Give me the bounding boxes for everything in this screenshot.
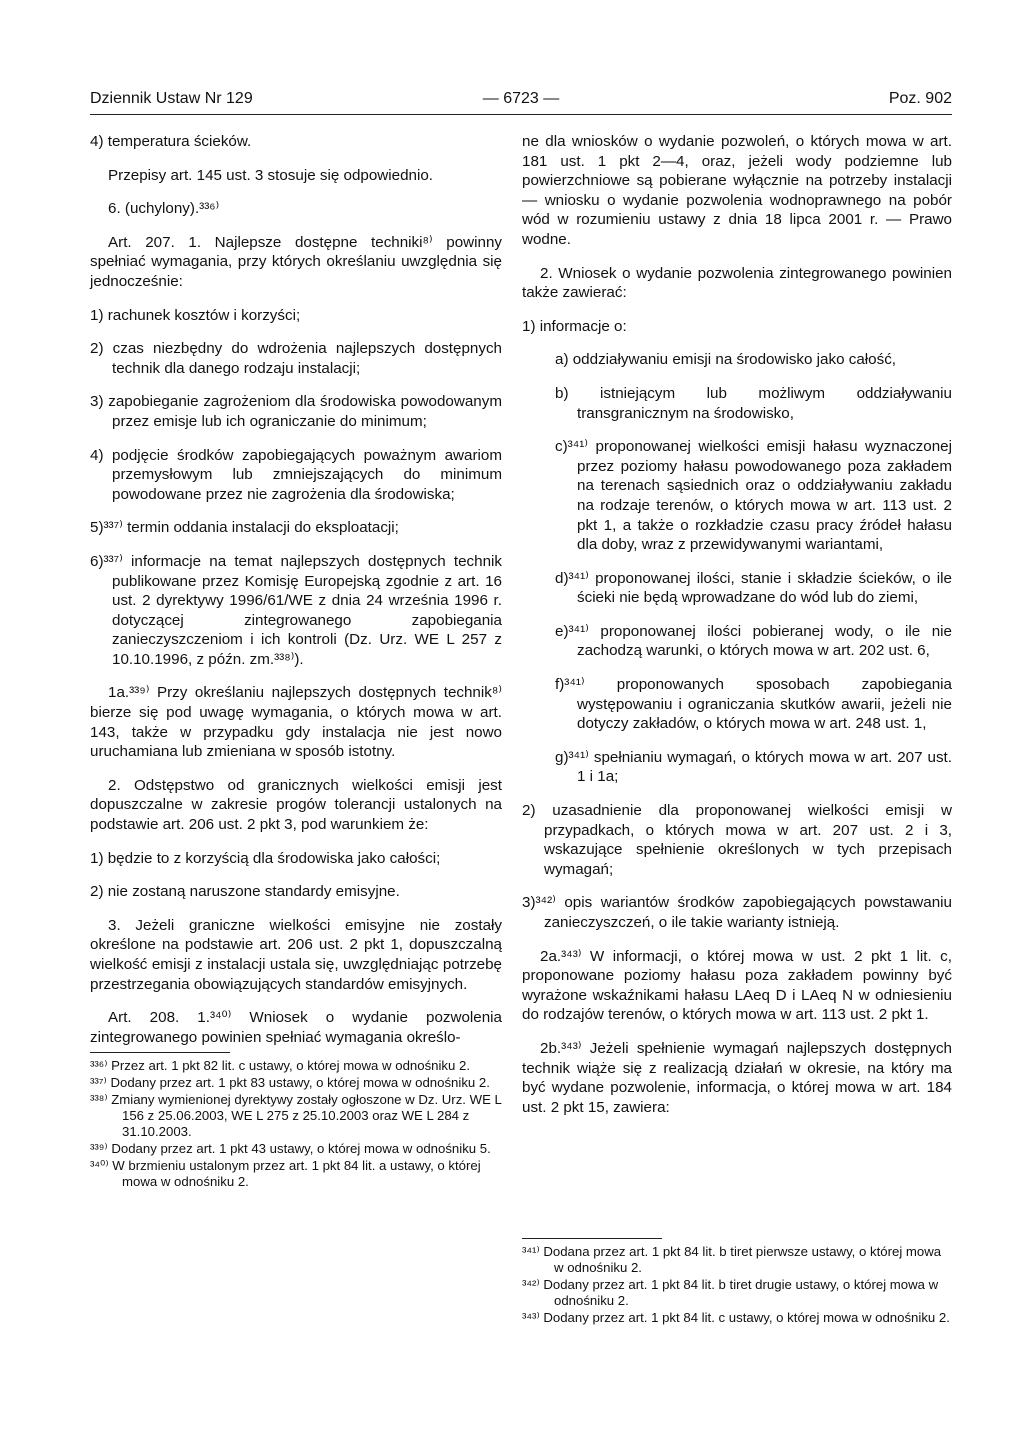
paragraph: 1) rachunek kosztów i korzyści; — [90, 306, 301, 324]
page-number: — 6723 — — [482, 90, 560, 107]
footnote: ³⁴²⁾ Dodany przez art. 1 pkt 84 lit. b tiret drugie ustawy, o której mowa w odnośniku 2. — [522, 1277, 939, 1308]
footnote: ³⁴⁰⁾ W brzmieniu ustalonym przez art. 1 pkt 84 lit. a ustawy, o której mowa w odnośniku 2. — [90, 1158, 481, 1189]
footnote-separator-right — [522, 1238, 662, 1239]
footnote: ³⁴¹⁾ Dodana przez art. 1 pkt 84 lit. b tiret pierwsze ustawy, o której mowa w odnośniku 2. — [522, 1244, 942, 1275]
paragraph: 2) uzasadnienie dla proponowanej wielkości emisji w przypadkach, o których mowa w art. 207 ust. 2 i 3, wskazujące spełnienie określonych w tych przepisach wymagań; — [522, 802, 952, 878]
paragraph: 2b.³⁴³⁾ Jeżeli spełnienie wymagań najlepszych dostępnych technik wiąże się z realizacją działań w okresie, na który ma być wydane pozwolenie, informacja, o której mowa w art. 184 ust. 2 pkt 15, zawiera: — [522, 1039, 952, 1116]
footnote: ³³⁸⁾ Zmiany wymienionej dyrektywy zostały ogłoszone w Dz. Urz. WE L 156 z 25.06.2003, WE L 275 z 25.10.2003 oraz WE L 284 z 31.10.2003. — [90, 1092, 502, 1139]
paragraph: 6. (uchylony).³³⁶⁾ — [108, 200, 220, 218]
left-column — [90, 132, 502, 1061]
paragraph: 1a.³³⁹⁾ Przy określaniu najlepszych dostępnych technik⁸⁾ bierze się pod uwagę wymagania, o których mowa w art. 143, także w przypadku gdy instalacja nie jest nowo uruchamiana lub zmieniana w sposób istotny. — [90, 684, 502, 761]
footnotes-right — [522, 1244, 952, 1327]
paragraph: ne dla wniosków o wydanie pozwoleń, o których mowa w art. 181 ust. 1 pkt 2—4, oraz, jeżeli wody podziemne lub powierzchniowe są pobierane wyłącznie na potrzeby instalacji — wniosku o wydanie pozwolenia wodnoprawnego na pobór wód w rozumieniu ustawy z dnia 18 lipca 2001 r. — Prawo wodne. — [522, 133, 952, 248]
paragraph: 4) podjęcie środków zapobiegających poważnym awariom przemysłowym lub zmniejszających do minimum powodowane przez nie zagrożenia dla środowiska; — [90, 446, 502, 503]
footnote: ³⁴³⁾ Dodany przez art. 1 pkt 84 lit. c ustawy, o której mowa w odnośniku 2. — [522, 1310, 950, 1325]
paragraph: 1) informacje o: — [522, 317, 627, 335]
paragraph: d)³⁴¹⁾ proponowanej ilości, stanie i składzie ścieków, o ile ścieki nie będą wprowadzane do wód lub do ziemi, — [555, 569, 952, 607]
footnote: ³³⁷⁾ Dodany przez art. 1 pkt 83 ustawy, o której mowa w odnośniku 2. — [90, 1075, 490, 1090]
paragraph: f)³⁴¹⁾ proponowanych sposobach zapobiegania występowaniu i ograniczania skutków awarii, jeżeli nie dotyczy zakładów, o których mowa w art. 248 ust. 1, — [555, 676, 952, 733]
paragraph: Art. 208. 1.³⁴⁰⁾ Wniosek o wydanie pozwolenia zintegrowanego powinien spełniać wymagania określo- — [90, 1009, 502, 1046]
paragraph: g)³⁴¹⁾ spełnianiu wymagań, o których mowa w art. 207 ust. 1 i 1a; — [555, 748, 952, 786]
paragraph: 2a.³⁴³⁾ W informacji, o której mowa w ust. 2 pkt 1 lit. c, proponowane poziomy hałasu poza zakładem powinny być wyrażone wskaźnikami hałasu LAeq D i LAeq N w odniesieniu do rodzajów terenów, o których mowa w art. 113 ust. 2 pkt 1. — [522, 947, 952, 1024]
paragraph: 2. Odstępstwo od granicznych wielkości emisji jest dopuszczalne w zakresie progów tolerancji ustalonych na podstawie art. 206 ust. 2 pkt 3, pod warunkiem że: — [90, 776, 502, 834]
paragraph: 6)³³⁷⁾ informacje na temat najlepszych dostępnych technik publikowane przez Komisję Europejską zgodnie z art. 16 ust. 2 dyrektywy 1996/61/WE z dnia 24 września 1996 r. dotyczącej zintegrowanego zapobiegania zanieczyszczeniom i ich kontroli (Dz. Urz. WE L 257 z 10.10.1996, z późn. zm.³³⁸⁾). — [90, 552, 502, 668]
paragraph: 4) temperatura ścieków. — [90, 133, 252, 150]
paragraph: b) istniejącym lub możliwym oddziaływaniu transgranicznym na środowisko, — [555, 384, 952, 422]
right-column — [522, 132, 952, 1131]
footnote: ³³⁹⁾ Dodany przez art. 1 pkt 43 ustawy, o której mowa w odnośniku 5. — [90, 1141, 491, 1156]
position-number: Poz. 902 — [888, 90, 952, 107]
footnotes-left — [90, 1058, 502, 1191]
paragraph: Art. 207. 1. Najlepsze dostępne techniki⁸⁾ powinny spełniać wymagania, przy których określaniu uwzględnia się jednocześnie: — [90, 233, 502, 290]
paragraph: 3) zapobieganie zagrożeniom dla środowiska powodowanym przez emisje lub ich ograniczanie do minimum; — [90, 393, 502, 430]
paragraph: 2) czas niezbędny do wdrożenia najlepszych dostępnych technik dla danego rodzaju instalacji; — [90, 340, 502, 377]
paragraph: 5)³³⁷⁾ termin oddania instalacji do eksploatacji; — [90, 519, 399, 537]
paragraph: c)³⁴¹⁾ proponowanej wielkości emisji hałasu wyznaczonej przez poziomy hałasu powodowanego poza zakładem na terenach sąsiednich oraz o oddziaływaniu zakładu na rodzaje terenów, o których mowa w art. 113 ust. 2 pkt 1, a także o rozkładzie czasu pracy źródeł hałasu dla doby, wraz z przewidywanymi wariantami, — [555, 438, 952, 554]
paragraph: 2. Wniosek o wydanie pozwolenia zintegrowanego powinien także zawierać: — [522, 264, 952, 302]
paragraph: 3)³⁴²⁾ opis wariantów środków zapobiegających powstawaniu zanieczyszczeń, o ile takie warianty istnieją. — [522, 894, 952, 931]
page-header — [90, 88, 952, 115]
footnote: ³³⁶⁾ Przez art. 1 pkt 82 lit. c ustawy, o której mowa w odnośniku 2. — [90, 1058, 471, 1073]
paragraph: 3. Jeżeli graniczne wielkości emisyjne nie zostały określone na podstawie art. 206 ust. 2 pkt 1, dopuszczalną wielkość emisji z instalacji ustala się, uwzględniając potrzebę przestrzegania obowiązujących standardów emisyjnych. — [90, 916, 502, 993]
paragraph: a) oddziaływaniu emisji na środowisko jako całość, — [555, 351, 897, 369]
paragraph: 1) będzie to z korzyścią dla środowiska jako całości; — [90, 849, 441, 867]
paragraph: Przepisy art. 145 ust. 3 stosuje się odpowiednio. — [108, 166, 434, 184]
paragraph: 2) nie zostaną naruszone standardy emisyjne. — [90, 883, 400, 901]
paragraph: e)³⁴¹⁾ proponowanej ilości pobieranej wody, o ile nie zachodzą warunki, o których mowa w art. 202 ust. 6, — [555, 622, 952, 660]
footnote-separator-left — [90, 1052, 230, 1053]
journal-title: Dziennik Ustaw Nr 129 — [90, 90, 253, 107]
